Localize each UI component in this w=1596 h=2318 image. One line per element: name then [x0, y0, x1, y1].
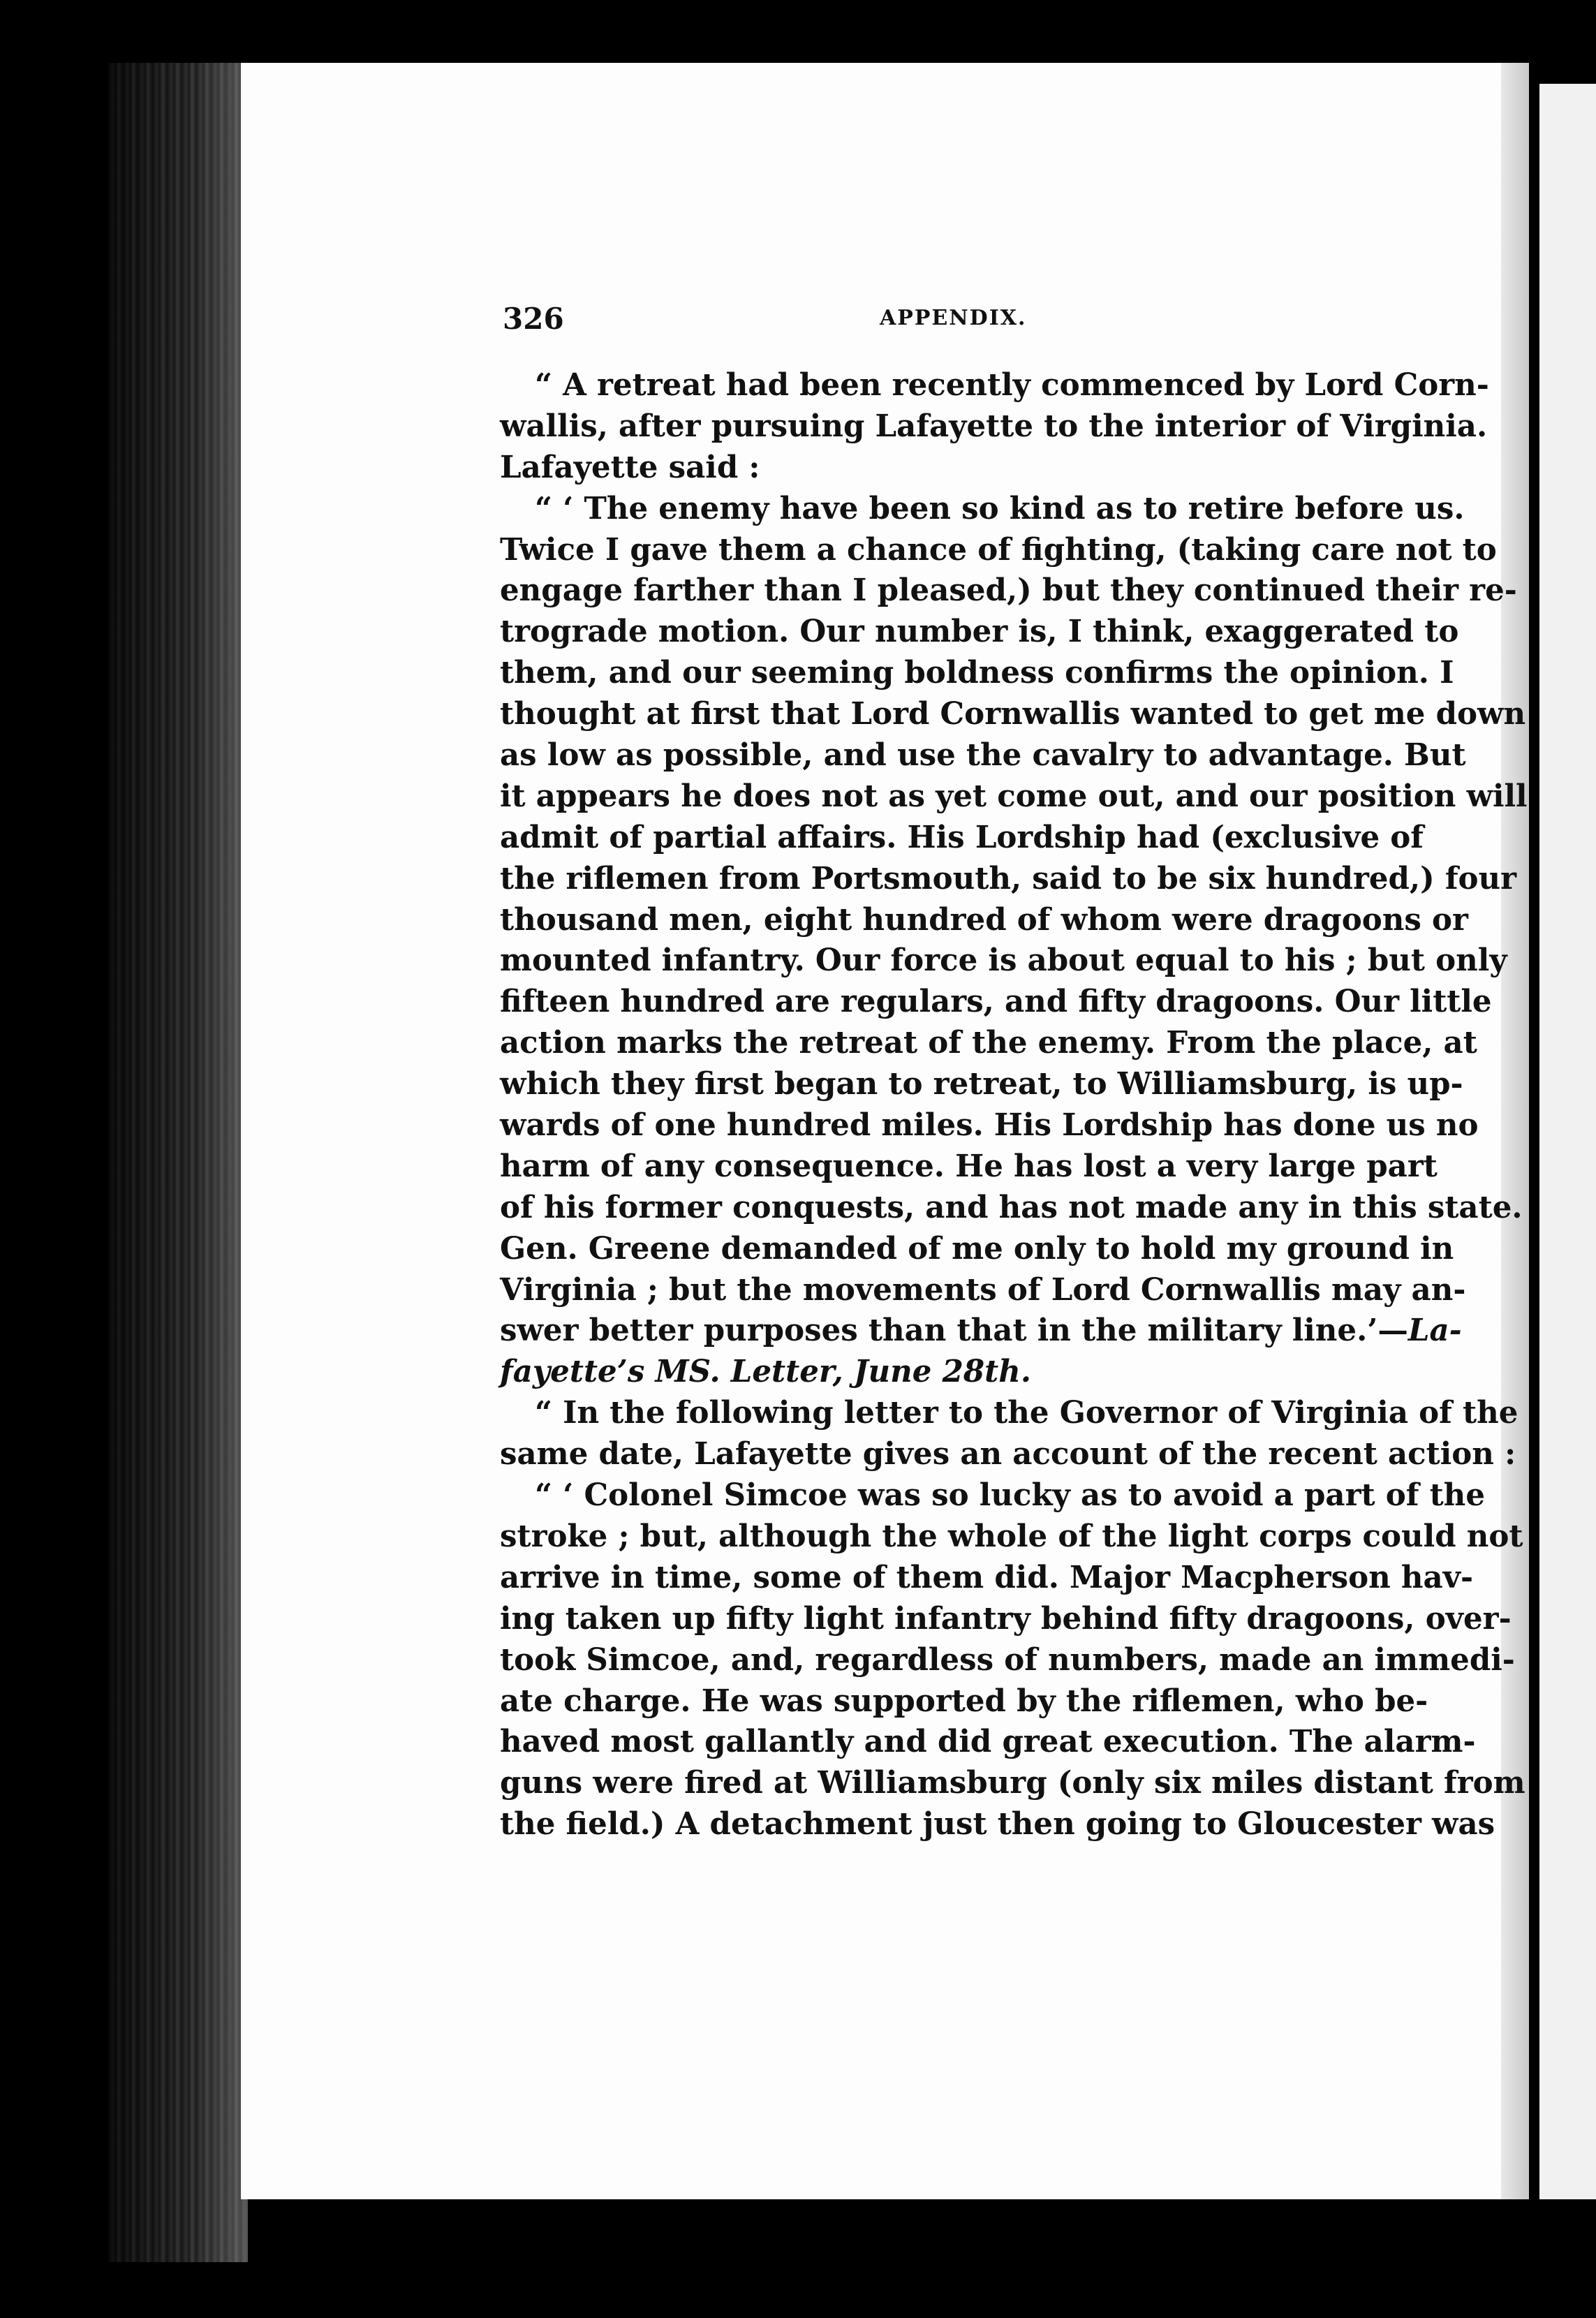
line-text: swer better purposes than that in the military line.’— — [500, 1313, 1408, 1349]
text-line — [500, 406, 1488, 448]
line-text: thought at first that Lord Cornwallis wanted to get me down — [500, 696, 1526, 732]
text-line — [500, 1064, 1463, 1105]
line-text: thousand men, eight hundred of whom were dragoons or — [500, 901, 1468, 938]
running-head: APPENDIX. — [880, 306, 1027, 330]
text-line — [500, 1599, 1512, 1640]
line-text: “ In the following letter to the Governor of Virginia of the — [535, 1395, 1519, 1431]
text-line — [500, 1475, 1485, 1516]
line-text: them, and our seeming boldness confirms the opinion. I — [500, 655, 1454, 691]
text-line — [500, 448, 1375, 489]
text-line — [500, 1270, 1466, 1311]
line-text: fifteen hundred are regulars, and fifty dragoons. Our little — [500, 984, 1492, 1020]
text-line — [500, 1311, 1462, 1352]
text-line — [500, 982, 1492, 1023]
page-edge-shadow — [1501, 63, 1529, 2199]
text-line — [500, 1681, 1428, 1722]
text-line — [500, 1023, 1477, 1064]
line-text: Virginia ; but the movements of Lord Cornwallis may an- — [500, 1271, 1466, 1308]
line-text: the riflemen from Portsmouth, said to be six hundred,) four — [500, 860, 1517, 896]
line-text: Lafayette said : — [500, 449, 760, 485]
line-text: arrive in time, some of them did. Major Macpherson hav- — [500, 1559, 1474, 1595]
text-line — [500, 859, 1517, 900]
line-text: took Simcoe, and, regardless of numbers, made an immedi- — [500, 1641, 1515, 1678]
line-text: the field.) A detachment just then going to Gloucester was — [500, 1806, 1495, 1843]
next-page-edge — [1539, 84, 1596, 2199]
line-text: wards of one hundred miles. His Lordship has done us no — [500, 1107, 1479, 1144]
text-line — [500, 1804, 1495, 1845]
text-line — [500, 1393, 1519, 1434]
text-line — [500, 900, 1468, 941]
line-text: Gen. Greene demanded of me only to hold my ground in — [500, 1230, 1454, 1267]
text-line — [500, 940, 1507, 982]
line-text: “ ‘ Colonel Simcoe was so lucky as to avoid a part of the — [535, 1477, 1485, 1514]
line-text: same date, Lafayette gives an account of the recent action : — [500, 1436, 1516, 1472]
line-text: ing taken up fifty light infantry behind fifty dragoons, over- — [500, 1600, 1512, 1637]
text-line — [500, 1188, 1523, 1229]
text-line — [500, 818, 1424, 859]
line-text: harm of any consequence. He has lost a very large part — [500, 1148, 1438, 1184]
text-line — [500, 653, 1454, 694]
body-text — [500, 365, 1528, 1845]
line-text: of his former conquests, and has not made any in this state. — [500, 1189, 1523, 1225]
line-text: “ ‘ The enemy have been so kind as to retire before us. — [535, 490, 1465, 526]
line-text: guns were fired at Williamsburg (only six miles distant from — [500, 1765, 1525, 1801]
line-text: ate charge. He was supported by the riflemen, who be- — [500, 1683, 1428, 1719]
text-line — [500, 1763, 1525, 1804]
line-text: mounted infantry. Our force is about equal to his ; but only — [500, 943, 1507, 979]
page-number: 326 — [503, 302, 564, 336]
text-line — [500, 776, 1528, 818]
citation-fragment: La- — [1407, 1313, 1462, 1349]
text-line — [500, 1352, 1375, 1393]
text-line — [500, 1640, 1515, 1681]
text-line — [500, 735, 1466, 776]
text-line — [500, 1146, 1438, 1188]
text-line — [500, 1516, 1523, 1558]
citation: fayette’s MS. Letter, June 28th. — [500, 1354, 1032, 1390]
line-text: “ A retreat had been recently commenced by Lord Corn- — [535, 367, 1489, 403]
line-text: as low as possible, and use the cavalry to advantage. But — [500, 737, 1466, 774]
line-text: wallis, after pursuing Lafayette to the interior of Virginia. — [500, 408, 1488, 444]
text-line — [500, 530, 1497, 571]
gutter-shadow — [108, 63, 248, 2262]
line-text: which they first began to retreat, to Williamsburg, is up- — [500, 1066, 1463, 1102]
line-text: engage farther than I pleased,) but they continued their re- — [500, 573, 1517, 609]
text-line — [500, 570, 1517, 612]
text-line — [500, 365, 1489, 406]
text-line — [500, 694, 1526, 735]
line-text: haved most gallantly and did great execution. The alarm- — [500, 1724, 1476, 1760]
text-line — [500, 1434, 1516, 1475]
text-line — [500, 1229, 1454, 1270]
text-line — [500, 1722, 1476, 1763]
page-header — [503, 302, 1375, 344]
text-line — [500, 489, 1465, 530]
line-text: action marks the retreat of the enemy. From the place, at — [500, 1025, 1477, 1061]
text-line — [500, 1105, 1479, 1146]
text-line — [500, 1558, 1474, 1599]
text-line — [500, 612, 1459, 653]
line-text: it appears he does not as yet come out, and our position will — [500, 778, 1528, 814]
line-text: stroke ; but, although the whole of the light corps could not — [500, 1518, 1523, 1554]
line-text: trograde motion. Our number is, I think, exaggerated to — [500, 614, 1459, 650]
line-text: admit of partial affairs. His Lordship had (exclusive of — [500, 819, 1424, 855]
line-text: Twice I gave them a chance of fighting, (taking care not to — [500, 531, 1497, 568]
